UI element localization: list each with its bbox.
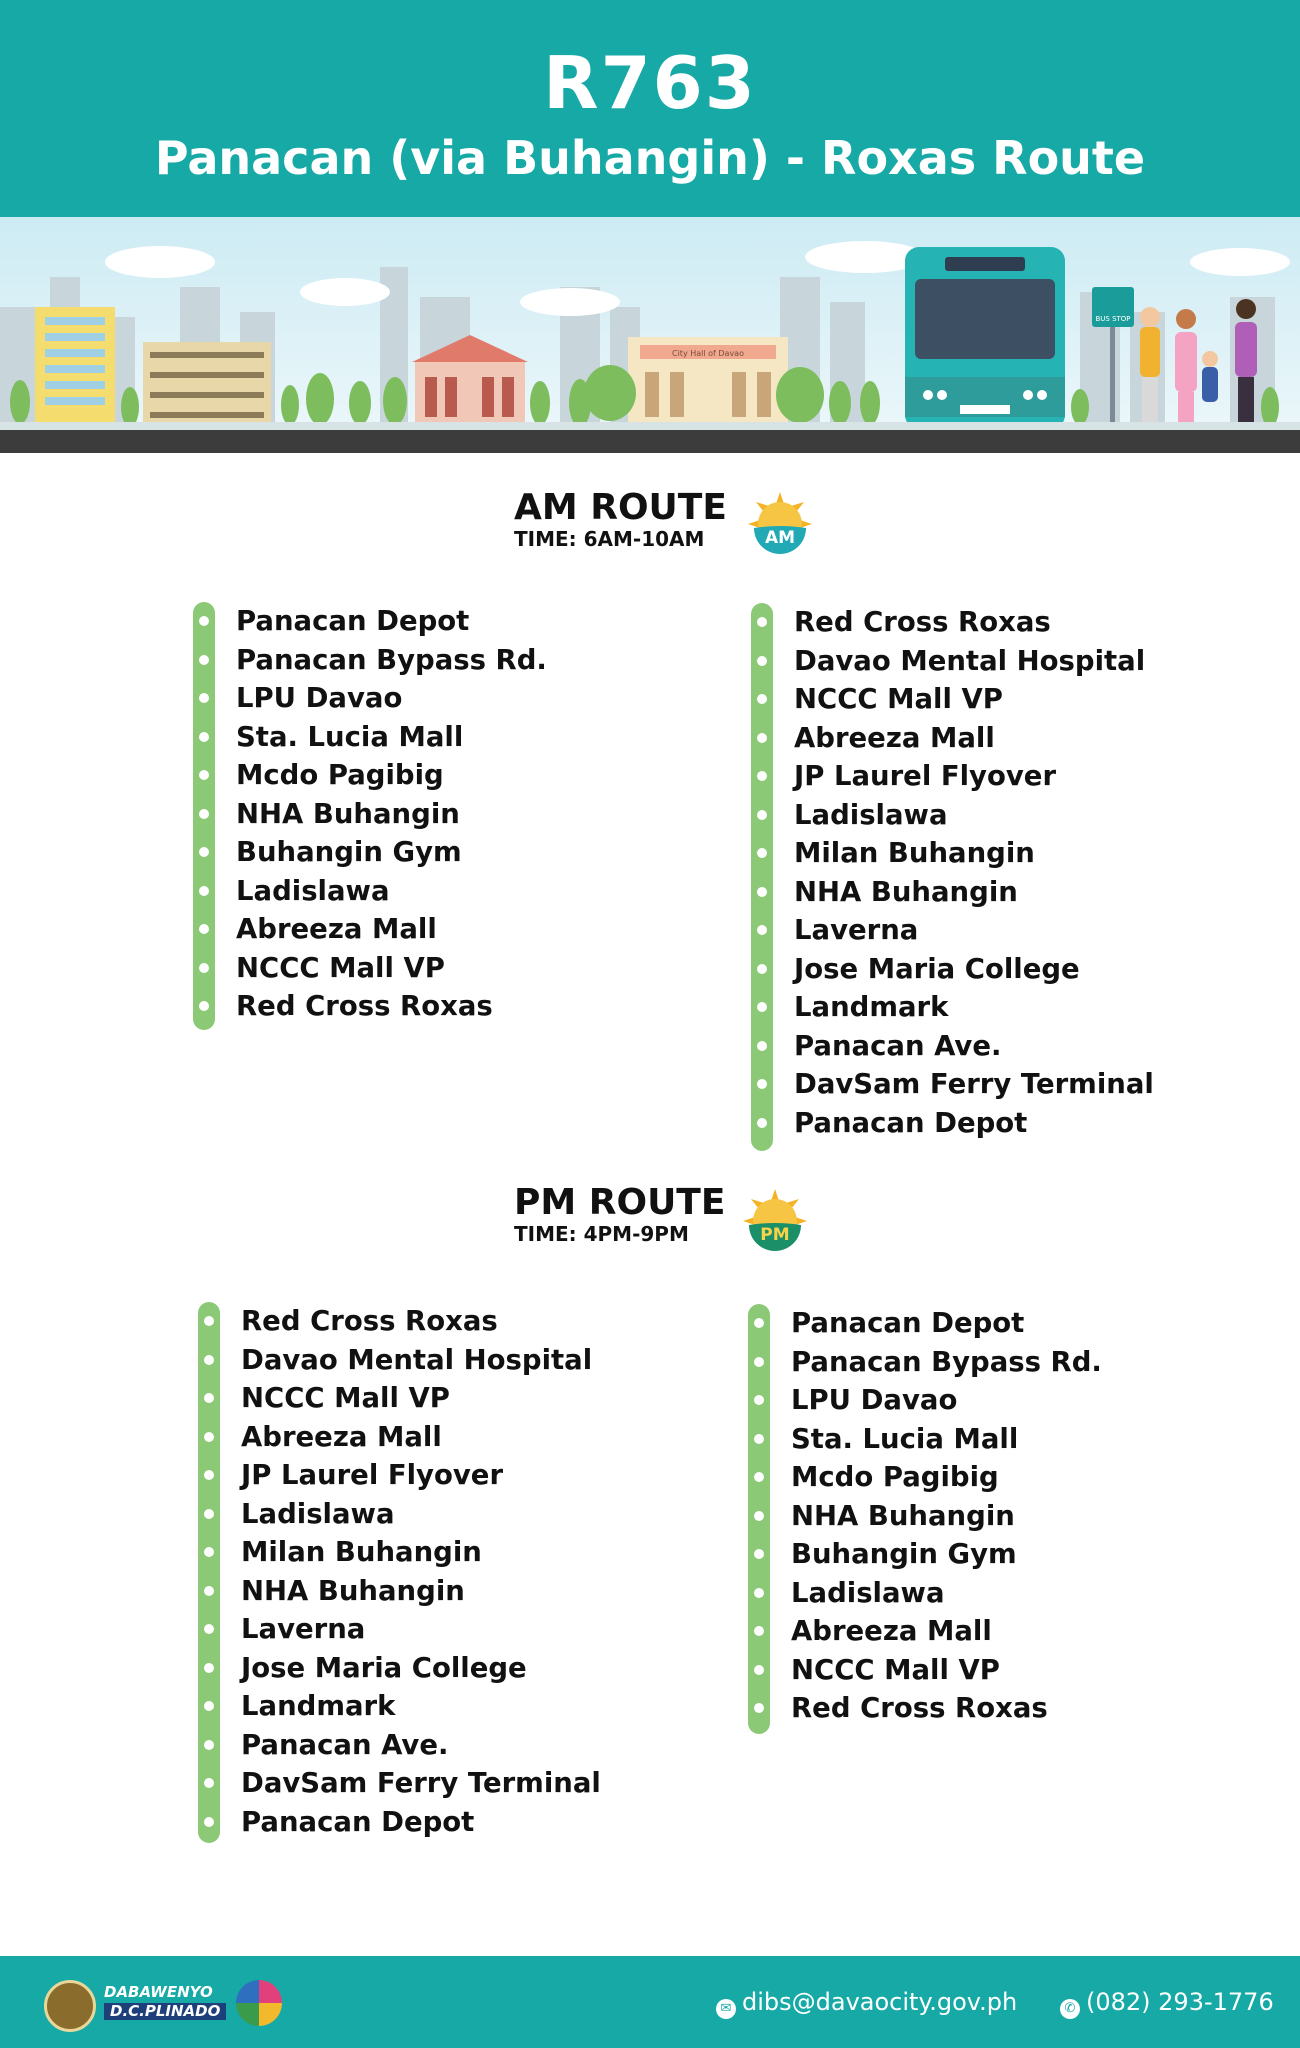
route-stop <box>193 949 547 988</box>
route-stop <box>751 642 1154 681</box>
stop-name: Landmark <box>794 991 949 1023</box>
stop-dot <box>757 1118 767 1128</box>
pm-route-time: TIME: 4PM-9PM <box>514 1222 689 1246</box>
stop-dot <box>757 1079 767 1089</box>
stop-dot <box>204 1624 214 1634</box>
stop-name: Sta. Lucia Mall <box>791 1422 1019 1455</box>
stop-name: Panacan Depot <box>794 1106 1028 1139</box>
pm-route-right-stops <box>748 1304 1102 1734</box>
stop-dot <box>204 1778 214 1788</box>
route-stop <box>748 1651 1102 1690</box>
route-stop <box>193 987 547 1026</box>
route-stop <box>193 602 547 641</box>
stop-dot <box>204 1316 214 1326</box>
stop-name: NCCC Mall VP <box>236 951 445 984</box>
route-stop <box>751 988 1154 1027</box>
stop-name: Buhangin Gym <box>791 1538 1017 1570</box>
davao-bus-logo <box>236 1980 282 2026</box>
stop-name: Panacan Depot <box>236 605 470 637</box>
stop-name: NHA Buhangin <box>791 1499 1015 1532</box>
stop-name: Jose Maria College <box>241 1651 527 1684</box>
stop-dot <box>754 1511 764 1521</box>
stop-dot <box>754 1395 764 1405</box>
stop-dot <box>757 656 767 666</box>
route-stop <box>198 1379 601 1418</box>
stop-dot <box>204 1470 214 1480</box>
bus-stop-sign: BUS STOP <box>1095 315 1131 323</box>
route-stop <box>751 1027 1154 1066</box>
stop-dot <box>757 617 767 627</box>
am-badge-label: AM <box>764 528 796 548</box>
route-stop <box>198 1649 601 1688</box>
stop-dot <box>754 1472 764 1482</box>
phone-icon: ✆ <box>1060 1999 1080 2019</box>
route-stop <box>748 1420 1102 1459</box>
city-bus-illustration <box>0 217 1300 453</box>
city-seal-logo <box>44 1980 96 2032</box>
route-stop <box>198 1302 601 1341</box>
route-stop <box>751 834 1154 873</box>
stop-name: Panacan Ave. <box>241 1728 449 1761</box>
stop-dot <box>199 693 209 703</box>
stop-dot <box>204 1509 214 1519</box>
pm-route-title: PM ROUTE <box>514 1182 726 1223</box>
pm-badge-label: PM <box>760 1225 790 1245</box>
route-stop <box>198 1533 601 1572</box>
stop-dot <box>757 1041 767 1051</box>
stop-name: Red Cross Roxas <box>241 1305 498 1337</box>
stop-name: Ladislawa <box>791 1576 945 1609</box>
route-stop <box>198 1687 601 1726</box>
stop-name: Milan Buhangin <box>794 837 1035 869</box>
route-stop <box>751 796 1154 835</box>
route-stop <box>751 719 1154 758</box>
stop-dot <box>754 1434 764 1444</box>
route-stop <box>751 950 1154 989</box>
stop-name: LPU Davao <box>791 1384 958 1416</box>
stop-name: Abreeza Mall <box>791 1615 992 1647</box>
stop-name: DavSam Ferry Terminal <box>241 1767 601 1799</box>
route-stop <box>198 1610 601 1649</box>
stop-name: Laverna <box>241 1613 366 1645</box>
route-stop <box>193 641 547 680</box>
route-name: Panacan (via Buhangin) - Roxas Route <box>154 131 1146 185</box>
stop-dot <box>199 616 209 626</box>
stop-name: JP Laurel Flyover <box>794 760 1057 792</box>
stop-name: LPU Davao <box>236 682 403 714</box>
stop-dot <box>754 1357 764 1367</box>
stop-name: Panacan Bypass Rd. <box>236 643 547 676</box>
route-stop <box>193 679 547 718</box>
route-stop <box>748 1497 1102 1536</box>
am-route-title: AM ROUTE <box>514 487 727 528</box>
stop-name: Panacan Ave. <box>794 1029 1002 1062</box>
route-stop <box>193 795 547 834</box>
email-contact[interactable] <box>716 1986 1017 2019</box>
stop-name: Panacan Depot <box>241 1805 475 1838</box>
stop-name: NHA Buhangin <box>241 1574 465 1607</box>
stop-dot <box>757 848 767 858</box>
am-route-time: TIME: 6AM-10AM <box>514 527 705 551</box>
pm-sun-icon <box>741 1187 809 1255</box>
stop-dot <box>204 1817 214 1827</box>
route-stop <box>198 1572 601 1611</box>
stop-name: NCCC Mall VP <box>791 1653 1000 1686</box>
route-stop <box>751 873 1154 912</box>
stop-dot <box>754 1703 764 1713</box>
stop-name: JP Laurel Flyover <box>241 1459 504 1491</box>
stop-dot <box>757 733 767 743</box>
stop-name: Abreeza Mall <box>794 721 995 754</box>
stop-dot <box>199 963 209 973</box>
stop-dot <box>754 1665 764 1675</box>
stop-name: Mcdo Pagibig <box>236 759 444 791</box>
stop-dot <box>754 1318 764 1328</box>
stop-name: NHA Buhangin <box>794 875 1018 908</box>
am-route-heading <box>514 488 727 550</box>
stop-name: Davao Mental Hospital <box>241 1343 593 1376</box>
stop-dot <box>199 732 209 742</box>
stop-name: Abreeza Mall <box>241 1420 442 1453</box>
route-stop <box>751 1104 1154 1143</box>
pm-route-heading <box>514 1183 725 1245</box>
stop-dot <box>199 847 209 857</box>
stop-name: NCCC Mall VP <box>794 683 1003 715</box>
stop-dot <box>757 810 767 820</box>
stop-name: Milan Buhangin <box>241 1536 482 1568</box>
am-route-right-stops <box>751 603 1154 1151</box>
route-code: R763 <box>543 41 757 125</box>
route-stop <box>748 1574 1102 1613</box>
route-stop <box>748 1535 1102 1574</box>
stop-name: Landmark <box>241 1690 396 1722</box>
stop-dot <box>757 694 767 704</box>
stop-name: NCCC Mall VP <box>241 1382 450 1414</box>
stop-dot <box>204 1701 214 1711</box>
stop-name: Sta. Lucia Mall <box>236 720 464 753</box>
route-stop <box>198 1495 601 1534</box>
stop-dot <box>754 1626 764 1636</box>
stop-dot <box>199 924 209 934</box>
stop-name: Buhangin Gym <box>236 836 462 868</box>
stop-name: Ladislawa <box>241 1497 395 1530</box>
pm-route-left-stops <box>198 1302 601 1843</box>
stop-name: DavSam Ferry Terminal <box>794 1068 1154 1100</box>
stop-dot <box>757 887 767 897</box>
am-sun-icon <box>746 490 814 558</box>
route-stop <box>751 911 1154 950</box>
route-stop <box>198 1726 601 1765</box>
stop-dot <box>199 770 209 780</box>
city-skyline-image <box>0 217 1300 453</box>
stop-dot <box>204 1663 214 1673</box>
stop-dot <box>204 1355 214 1365</box>
route-stop <box>198 1764 601 1803</box>
route-stop <box>193 833 547 872</box>
route-stop <box>193 756 547 795</box>
stop-name: Red Cross Roxas <box>236 990 493 1022</box>
stop-dot <box>199 655 209 665</box>
stop-name: Panacan Bypass Rd. <box>791 1345 1102 1378</box>
route-stop <box>193 910 547 949</box>
stop-dot <box>199 886 209 896</box>
brand-line2: D.C.PLINADO <box>104 2003 226 2020</box>
stop-name: Jose Maria College <box>794 952 1080 985</box>
stop-dot <box>754 1588 764 1598</box>
route-stop <box>748 1458 1102 1497</box>
stop-dot <box>204 1740 214 1750</box>
route-stop <box>748 1381 1102 1420</box>
stop-name: NHA Buhangin <box>236 797 460 830</box>
stop-name: Red Cross Roxas <box>791 1692 1048 1724</box>
route-stop <box>198 1456 601 1495</box>
stop-name: Abreeza Mall <box>236 913 437 945</box>
email-text: dibs@davaocity.gov.ph <box>742 1988 1018 2016</box>
route-stop <box>198 1341 601 1380</box>
route-stop <box>748 1343 1102 1382</box>
stop-dot <box>757 771 767 781</box>
route-stop <box>751 603 1154 642</box>
stop-name: Panacan Depot <box>791 1307 1025 1339</box>
stop-dot <box>754 1549 764 1559</box>
dcplinado-logo <box>104 1984 226 2020</box>
phone-contact[interactable] <box>1060 1986 1274 2019</box>
mail-icon: ✉ <box>716 1999 736 2019</box>
city-hall-sign: City Hall of Davao <box>672 349 744 358</box>
stop-dot <box>199 1001 209 1011</box>
stop-dot <box>204 1432 214 1442</box>
brand-line1: DABAWENYO <box>104 1983 213 2001</box>
stop-dot <box>757 925 767 935</box>
route-stop <box>193 872 547 911</box>
stop-dot <box>199 809 209 819</box>
stop-name: Mcdo Pagibig <box>791 1461 999 1493</box>
stop-name: Red Cross Roxas <box>794 606 1051 638</box>
route-stop <box>751 1065 1154 1104</box>
stop-dot <box>204 1393 214 1403</box>
stop-dot <box>757 964 767 974</box>
am-route-left-stops <box>193 602 547 1030</box>
route-stop <box>751 680 1154 719</box>
route-stop <box>748 1304 1102 1343</box>
route-stop <box>748 1612 1102 1651</box>
route-stop <box>198 1418 601 1457</box>
stop-dot <box>204 1586 214 1596</box>
route-stop <box>748 1689 1102 1728</box>
stop-name: Ladislawa <box>794 798 948 831</box>
route-stop <box>193 718 547 757</box>
stop-name: Davao Mental Hospital <box>794 644 1146 677</box>
route-stop <box>198 1803 601 1842</box>
phone-text: (082) 293-1776 <box>1086 1988 1274 2016</box>
stop-name: Ladislawa <box>236 874 390 907</box>
footer-bar <box>0 1956 1300 2048</box>
stop-dot <box>757 1002 767 1012</box>
stop-name: Laverna <box>794 914 919 946</box>
stop-dot <box>204 1547 214 1557</box>
route-stop <box>751 757 1154 796</box>
header-banner <box>0 0 1300 217</box>
